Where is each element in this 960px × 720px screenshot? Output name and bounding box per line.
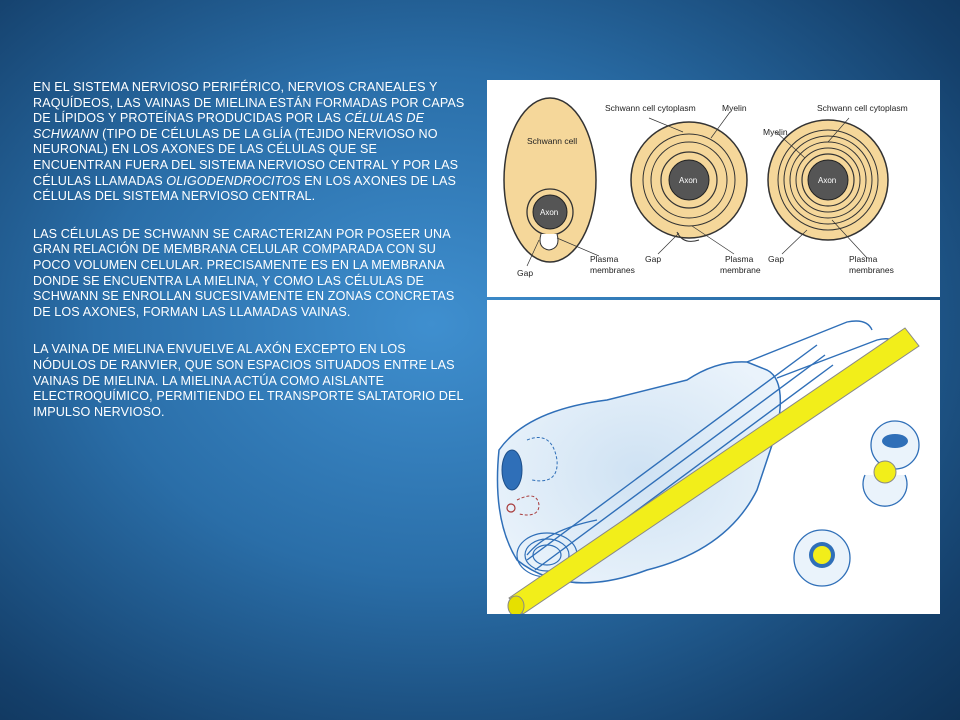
axon-label-2: Axon: [679, 176, 698, 185]
membrane-label-2: membrane: [720, 265, 761, 275]
cytoplasm-label-2: Schwann cell cytoplasm: [817, 103, 908, 113]
text-column: [33, 80, 465, 442]
paragraph-2: LAS CÉLULAS DE SCHWANN SE CARACTERIZAN POR POSEER UNA GRAN RELACIÓN DE MEMBRANA CELULAR COMPARADA CON SU POCO VOLUMEN CELULAR. PRECISAMENTE ES EN LA MEMBRANA DONDE SE ENCUENTRA LA MIELINA, Y COMO LAS CÉLULAS DE SCHWANN SE ENROLLAN SUCESIVAMENTE EN ZONAS CONCRETAS DE LOS AXONES, FORMAN LAS LLAMADAS VAINAS.: [33, 226, 455, 319]
stage-1-schwann-cell: [504, 98, 596, 262]
paragraph-1-part-e: EN LOS AXONES DE LAS CÉLULAS DEL SISTEMA NERVIOSO CENTRAL.: [33, 173, 457, 204]
paragraph-1-part-c: (TIPO DE CÉLULAS DE LA GLÍA (TEJIDO NERVIOSO NO NEURONAL) EN LOS AXONES DE LAS CÉLULAS QUE SE ENCUENTRAN FUERA DEL SISTEMA NERVIOSO CENTRAL Y POR LAS CÉLULAS LLAMADAS: [33, 126, 459, 188]
schwann-cells-term: CÉLULAS DE SCHWANN: [33, 111, 425, 141]
paragraph-3: LA VAINA DE MIELINA ENVUELVE AL AXÓN EXCEPTO EN LOS NÓDULOS DE RANVIER, QUE SON ESPACIOS SITUADOS ENTRE LAS VAINAS DE MIELINA. LA MIELINA ACTÚA COMO AISLANTE ELECTROQUÍMICO, PERMITIENDO EL TRANSPORTE SALTATORIO DEL IMPULSO NERVIOSO.: [33, 342, 464, 419]
plasma-label-2: Plasma: [725, 254, 754, 264]
membranes-label-3: membranes: [849, 265, 894, 275]
schwann-cell-label: Schwann cell: [527, 136, 578, 146]
myelination-stages-svg: [487, 80, 940, 297]
oligodendrocytes-term: OLIGODENDROCITOS: [166, 173, 301, 188]
gap-label-2: Gap: [645, 254, 662, 264]
paragraph-1-part-a: EN EL SISTEMA NERVIOSO PERIFÉRICO, NERVIOS CRANEALES Y RAQUÍDEOS, LAS VAINAS DE MIELINA ESTÁN FORMADAS POR CAPAS DE LÍPIDOS Y PROTEÍNAS PRODUCIDAS POR LAS: [33, 80, 465, 126]
myelin-label-1: Myelin: [722, 103, 747, 113]
gap-label-1: Gap: [517, 268, 534, 278]
axon-label-3: Axon: [818, 176, 837, 185]
membranes-label-1: membranes: [590, 265, 635, 275]
gap-label-3: Gap: [768, 254, 785, 264]
myelin-sheath-svg: [487, 300, 940, 614]
cross-section-3: [794, 530, 850, 586]
myelination-stages-diagram: [487, 80, 940, 297]
myelin-label-2: Myelin: [763, 127, 788, 137]
myelin-sheath-illustration: [487, 300, 940, 614]
nucleus: [502, 450, 522, 490]
cross-section-1: [871, 421, 919, 469]
axon-label-1: Axon: [540, 208, 559, 217]
paragraph-1: [33, 80, 465, 205]
cytoplasm-label-1: Schwann cell cytoplasm: [605, 103, 696, 113]
plasma-label-3: Plasma: [849, 254, 878, 264]
plasma-label-1: Plasma: [590, 254, 619, 264]
